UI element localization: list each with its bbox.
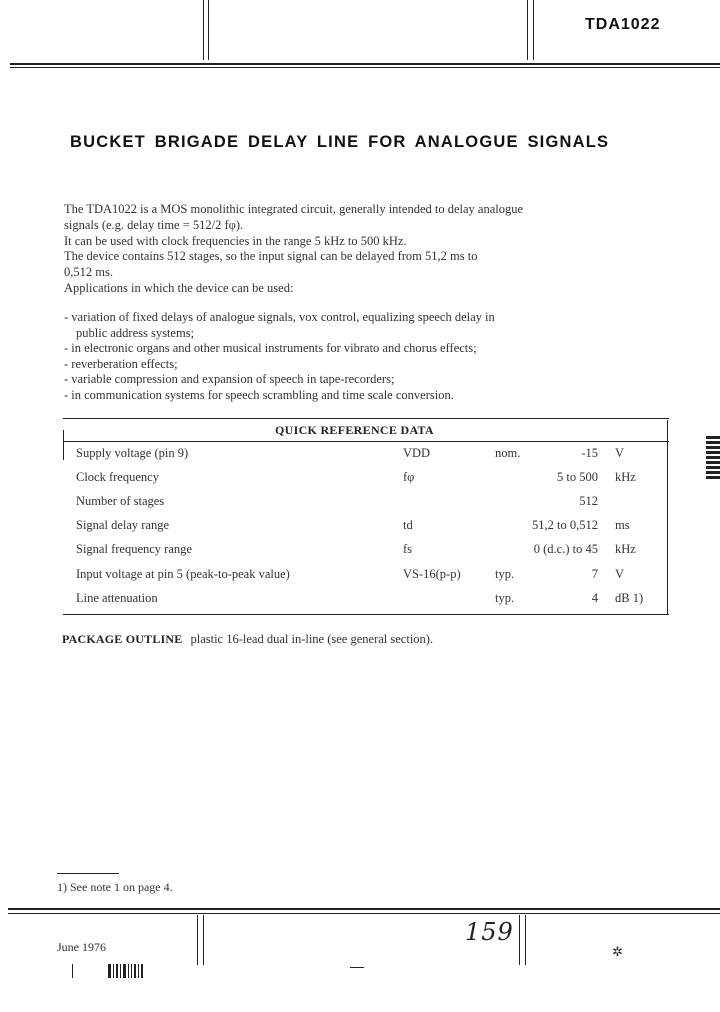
header-rule [10,63,720,65]
qr-under-title-rule [63,441,669,442]
list-item: - in communication systems for speech scrambling and time scale conversion. [64,387,454,402]
list-item: - variable compression and expansion of speech in tape-recorders; [64,372,395,387]
header-divider-right2 [533,0,534,60]
condition-cell: typ. [495,567,515,581]
unit-cell: kHz [615,542,636,556]
intro-text [64,202,684,297]
value-cell: 7 [591,567,598,581]
intro-line: 0,512 ms. [64,265,113,280]
list-item: - in electronic organs and other musical instruments for vibrato and chorus effects; [64,341,477,356]
table-row [76,470,676,490]
header-divider-left [203,0,204,60]
applications-list [64,310,684,404]
value-cell: 5 to 500 [557,470,598,484]
condition-cell: nom. [495,446,521,460]
quick-reference-title: QUICK REFERENCE DATA [275,423,434,437]
unit-cell: V [615,567,625,581]
intro-line: It can be used with clock frequencies in the range 5 kHz to 500 kHz. [64,233,407,248]
param-cell: Line attenuation [76,591,158,605]
intro-line: Applications in which the device can be used: [64,280,294,295]
intro-line: signals (e.g. delay time = 512/2 fφ). [64,217,244,232]
list-item: - reverberation effects; [64,356,178,371]
ink-mark-icon: ✲ [612,944,623,959]
intro-line: The TDA1022 is a MOS monolithic integrated circuit, generally intended to delay analogue [64,202,524,216]
footer-divider-left2 [203,915,204,965]
footer-divider-right [519,915,520,965]
condition-cell: typ. [495,591,515,605]
header-rule-2 [10,67,720,68]
header-divider-mid [208,0,209,60]
value-cell: 512 [579,494,598,508]
part-number: TDA1022 [585,16,661,33]
footer-divider-right2 [525,915,526,965]
footer-rule-2 [8,913,720,914]
page-number: 159 [465,918,514,946]
package-outline-text: plastic 16-lead dual in-line (see general section). [190,632,434,646]
footer-rule [8,908,720,910]
table-row [76,518,676,538]
unit-cell: kHz [615,470,636,484]
footnote: 1) See note 1 on page 4. [57,880,173,894]
tick-mark [72,964,73,978]
bottom-dash [350,967,364,968]
qr-top-rule [63,418,669,419]
symbol-cell: VDD [403,446,431,460]
value-cell: 4 [591,591,598,605]
barcode-mark [108,964,143,978]
page-title: BUCKET BRIGADE DELAY LINE FOR ANALOGUE SIGNALS [70,133,610,151]
package-outline-label: PACKAGE OUTLINE [62,632,183,646]
table-row [76,542,676,562]
symbol-cell: VS-16(p-p) [403,567,461,581]
param-cell: Input voltage at pin 5 (peak-to-peak value) [76,567,290,581]
table-row [76,591,676,611]
intro-line: The device contains 512 stages, so the input signal can be delayed from 51,2 ms to [64,249,478,264]
package-outline [62,632,433,647]
param-cell: Clock frequency [76,470,159,484]
list-item: public address systems; [76,325,195,340]
value-cell: -15 [581,446,598,460]
header-divider-right [527,0,528,60]
symbol-cell: td [403,518,413,532]
unit-cell: dB 1) [615,591,644,605]
qr-bottom-rule [63,614,669,615]
param-cell: Signal delay range [76,518,170,532]
list-item: - variation of fixed delays of analogue signals, vox control, equalizing speech delay in [64,310,495,324]
table-row [76,446,676,466]
value-cell: 0 (d.c.) to 45 [533,542,598,556]
publication-date: June 1976 [57,940,106,954]
edge-tab-mark [706,436,720,479]
symbol-cell: fφ [403,470,415,484]
table-row [76,494,676,514]
param-cell: Supply voltage (pin 9) [76,446,189,460]
footer-divider-left [197,915,198,965]
unit-cell: V [615,446,625,460]
param-cell: Number of stages [76,494,165,508]
qr-left-border [63,430,64,460]
table-row [76,567,676,587]
unit-cell: ms [615,518,630,532]
footnote-rule [57,873,119,874]
value-cell: 51,2 to 0,512 [532,518,598,532]
symbol-cell: fs [403,542,413,556]
param-cell: Signal frequency range [76,542,192,556]
